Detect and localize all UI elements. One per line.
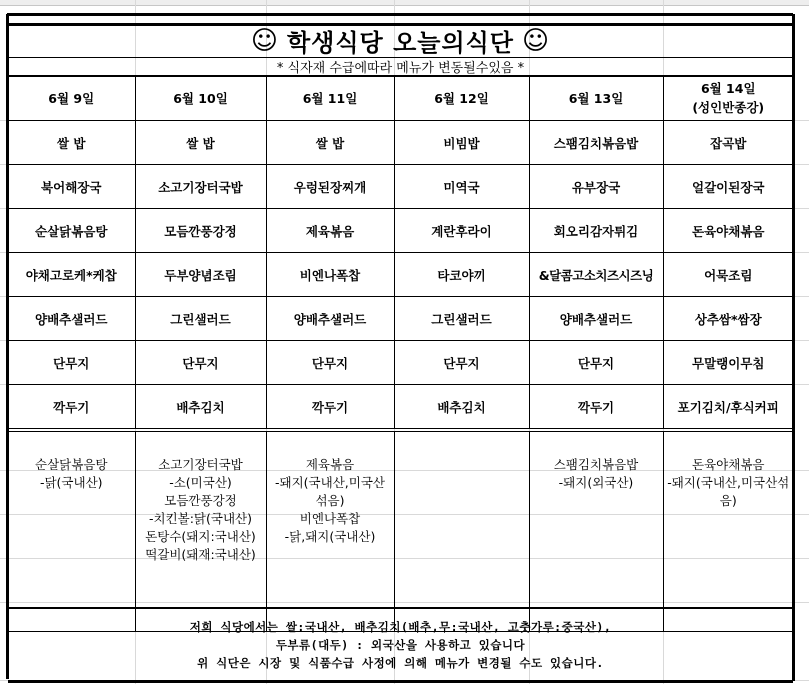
date-cell[interactable]: 6월 10일 xyxy=(135,76,266,121)
date-cell[interactable]: 6월 9일 xyxy=(8,76,135,121)
menu-change-notice[interactable] xyxy=(8,57,793,77)
top-border-line xyxy=(7,13,793,16)
page-title[interactable] xyxy=(8,24,793,58)
menu-cell[interactable]: 어묵조림 xyxy=(663,253,793,297)
menu-cell[interactable]: 비엔나폭찹 xyxy=(266,253,394,297)
menu-cell[interactable]: 배추김치 xyxy=(135,385,266,431)
pickle-row xyxy=(8,341,793,385)
menu-cell[interactable]: 단무지 xyxy=(394,341,529,385)
menu-cell[interactable]: &달콤고소치즈시즈닝 xyxy=(529,253,663,297)
menu-cell[interactable]: 양배추샐러드 xyxy=(529,297,663,341)
menu-cell[interactable]: 모듬깐풍강정 xyxy=(135,209,266,253)
menu-cell[interactable]: 제육볶음 xyxy=(266,209,394,253)
kimchi-row xyxy=(8,385,793,431)
menu-cell[interactable]: 그린샐러드 xyxy=(394,297,529,341)
right-border xyxy=(792,607,795,681)
origin-info-row xyxy=(8,430,793,632)
menu-cell[interactable]: 깍두기 xyxy=(8,385,135,431)
origin-cell[interactable]: 제육볶음 -돼지(국내산,미국산 섞음) 비엔나폭찹 -닭,돼지(국내산) xyxy=(266,430,394,632)
side-dish-row xyxy=(8,253,793,297)
footer-line: 저희 식당에서는 쌀:국내산, 배추김치(배추,무:국내산, 고춧가루:중국산), xyxy=(189,619,612,634)
rice-row xyxy=(8,121,793,165)
column-header-strip[interactable] xyxy=(0,0,809,6)
menu-cell[interactable]: 야채고로케*케찹 xyxy=(8,253,135,297)
menu-cell[interactable]: 잡곡밥 xyxy=(663,121,793,165)
date-row xyxy=(8,76,793,121)
menu-cell[interactable]: 단무지 xyxy=(529,341,663,385)
menu-cell[interactable]: 깍두기 xyxy=(529,385,663,431)
menu-cell[interactable]: 배추김치 xyxy=(394,385,529,431)
menu-cell[interactable]: 포기김치/후식커피 xyxy=(663,385,793,431)
main-dish-row xyxy=(8,209,793,253)
menu-cell[interactable]: 양배추샐러드 xyxy=(8,297,135,341)
footer-line: 위 식단은 시장 및 식품수급 사정에 의해 메뉴가 변경될 수도 있습니다. xyxy=(197,655,604,670)
date-cell[interactable]: 6월 14일 (성인반종강) xyxy=(663,76,793,121)
menu-cell[interactable]: 무말랭이무침 xyxy=(663,341,793,385)
date-cell[interactable]: 6월 13일 xyxy=(529,76,663,121)
date-cell[interactable]: 6월 12일 xyxy=(394,76,529,121)
title-text: 학생식당 오늘의식단 xyxy=(286,29,514,57)
origin-cell[interactable]: 순살닭볶음탕 -닭(국내산) xyxy=(8,430,135,632)
origin-cell[interactable]: 소고기장터국밥 -소(미국산) 모듬깐풍강정 -치킨볼:닭(국내산) 돈탕수(돼지:국내산) 떡갈비(돼재:국내산) xyxy=(135,430,266,632)
date-note: (성인반종강) xyxy=(692,100,765,115)
smiley-face-icon: ☺ xyxy=(522,25,551,56)
origin-cell[interactable]: 스팸김치볶음밥 -돼지(외국산) xyxy=(529,430,663,632)
menu-cell[interactable]: 얼갈이된장국 xyxy=(663,165,793,209)
menu-cell[interactable]: 회오리감자튀김 xyxy=(529,209,663,253)
menu-cell[interactable]: 계란후라이 xyxy=(394,209,529,253)
footer-line: 두부류(대두) : 외국산을 사용하고 있습니다 xyxy=(275,637,526,652)
menu-cell[interactable]: 두부양념조림 xyxy=(135,253,266,297)
menu-cell[interactable]: 타코야끼 xyxy=(394,253,529,297)
origin-cell[interactable]: 돈육야채볶음 -돼지(국내산,미국산섞 음) xyxy=(663,430,793,632)
menu-cell[interactable]: 깍두기 xyxy=(266,385,394,431)
menu-cell[interactable]: 미역국 xyxy=(394,165,529,209)
menu-cell[interactable]: 순살닭볶음탕 xyxy=(8,209,135,253)
weekly-menu-table xyxy=(8,75,793,632)
origin-notice-footer[interactable] xyxy=(8,607,793,683)
notice-text: * 식자재 수급에따라 메뉴가 변동될수있음 * xyxy=(276,60,525,76)
menu-cell[interactable]: 유부장국 xyxy=(529,165,663,209)
menu-cell[interactable]: 비빔밥 xyxy=(394,121,529,165)
menu-cell[interactable]: 그린샐러드 xyxy=(135,297,266,341)
origin-cell-empty[interactable] xyxy=(394,430,529,632)
menu-cell[interactable]: 돈육야채볶음 xyxy=(663,209,793,253)
soup-row xyxy=(8,165,793,209)
menu-cell[interactable]: 단무지 xyxy=(135,341,266,385)
menu-cell[interactable]: 우렁된장찌개 xyxy=(266,165,394,209)
menu-cell[interactable]: 북어해장국 xyxy=(8,165,135,209)
menu-cell[interactable]: 스팸김치볶음밥 xyxy=(529,121,663,165)
menu-cell[interactable]: 양배추샐러드 xyxy=(266,297,394,341)
menu-cell[interactable]: 상추쌈*쌈장 xyxy=(663,297,793,341)
salad-row xyxy=(8,297,793,341)
date-cell[interactable]: 6월 11일 xyxy=(266,76,394,121)
menu-cell[interactable]: 쌀 밥 xyxy=(135,121,266,165)
menu-cell[interactable]: 단무지 xyxy=(8,341,135,385)
menu-cell[interactable]: 쌀 밥 xyxy=(8,121,135,165)
menu-cell[interactable]: 소고기장터국밥 xyxy=(135,165,266,209)
menu-cell[interactable]: 단무지 xyxy=(266,341,394,385)
menu-cell[interactable]: 쌀 밥 xyxy=(266,121,394,165)
smiley-face-icon: ☺ xyxy=(250,25,279,56)
